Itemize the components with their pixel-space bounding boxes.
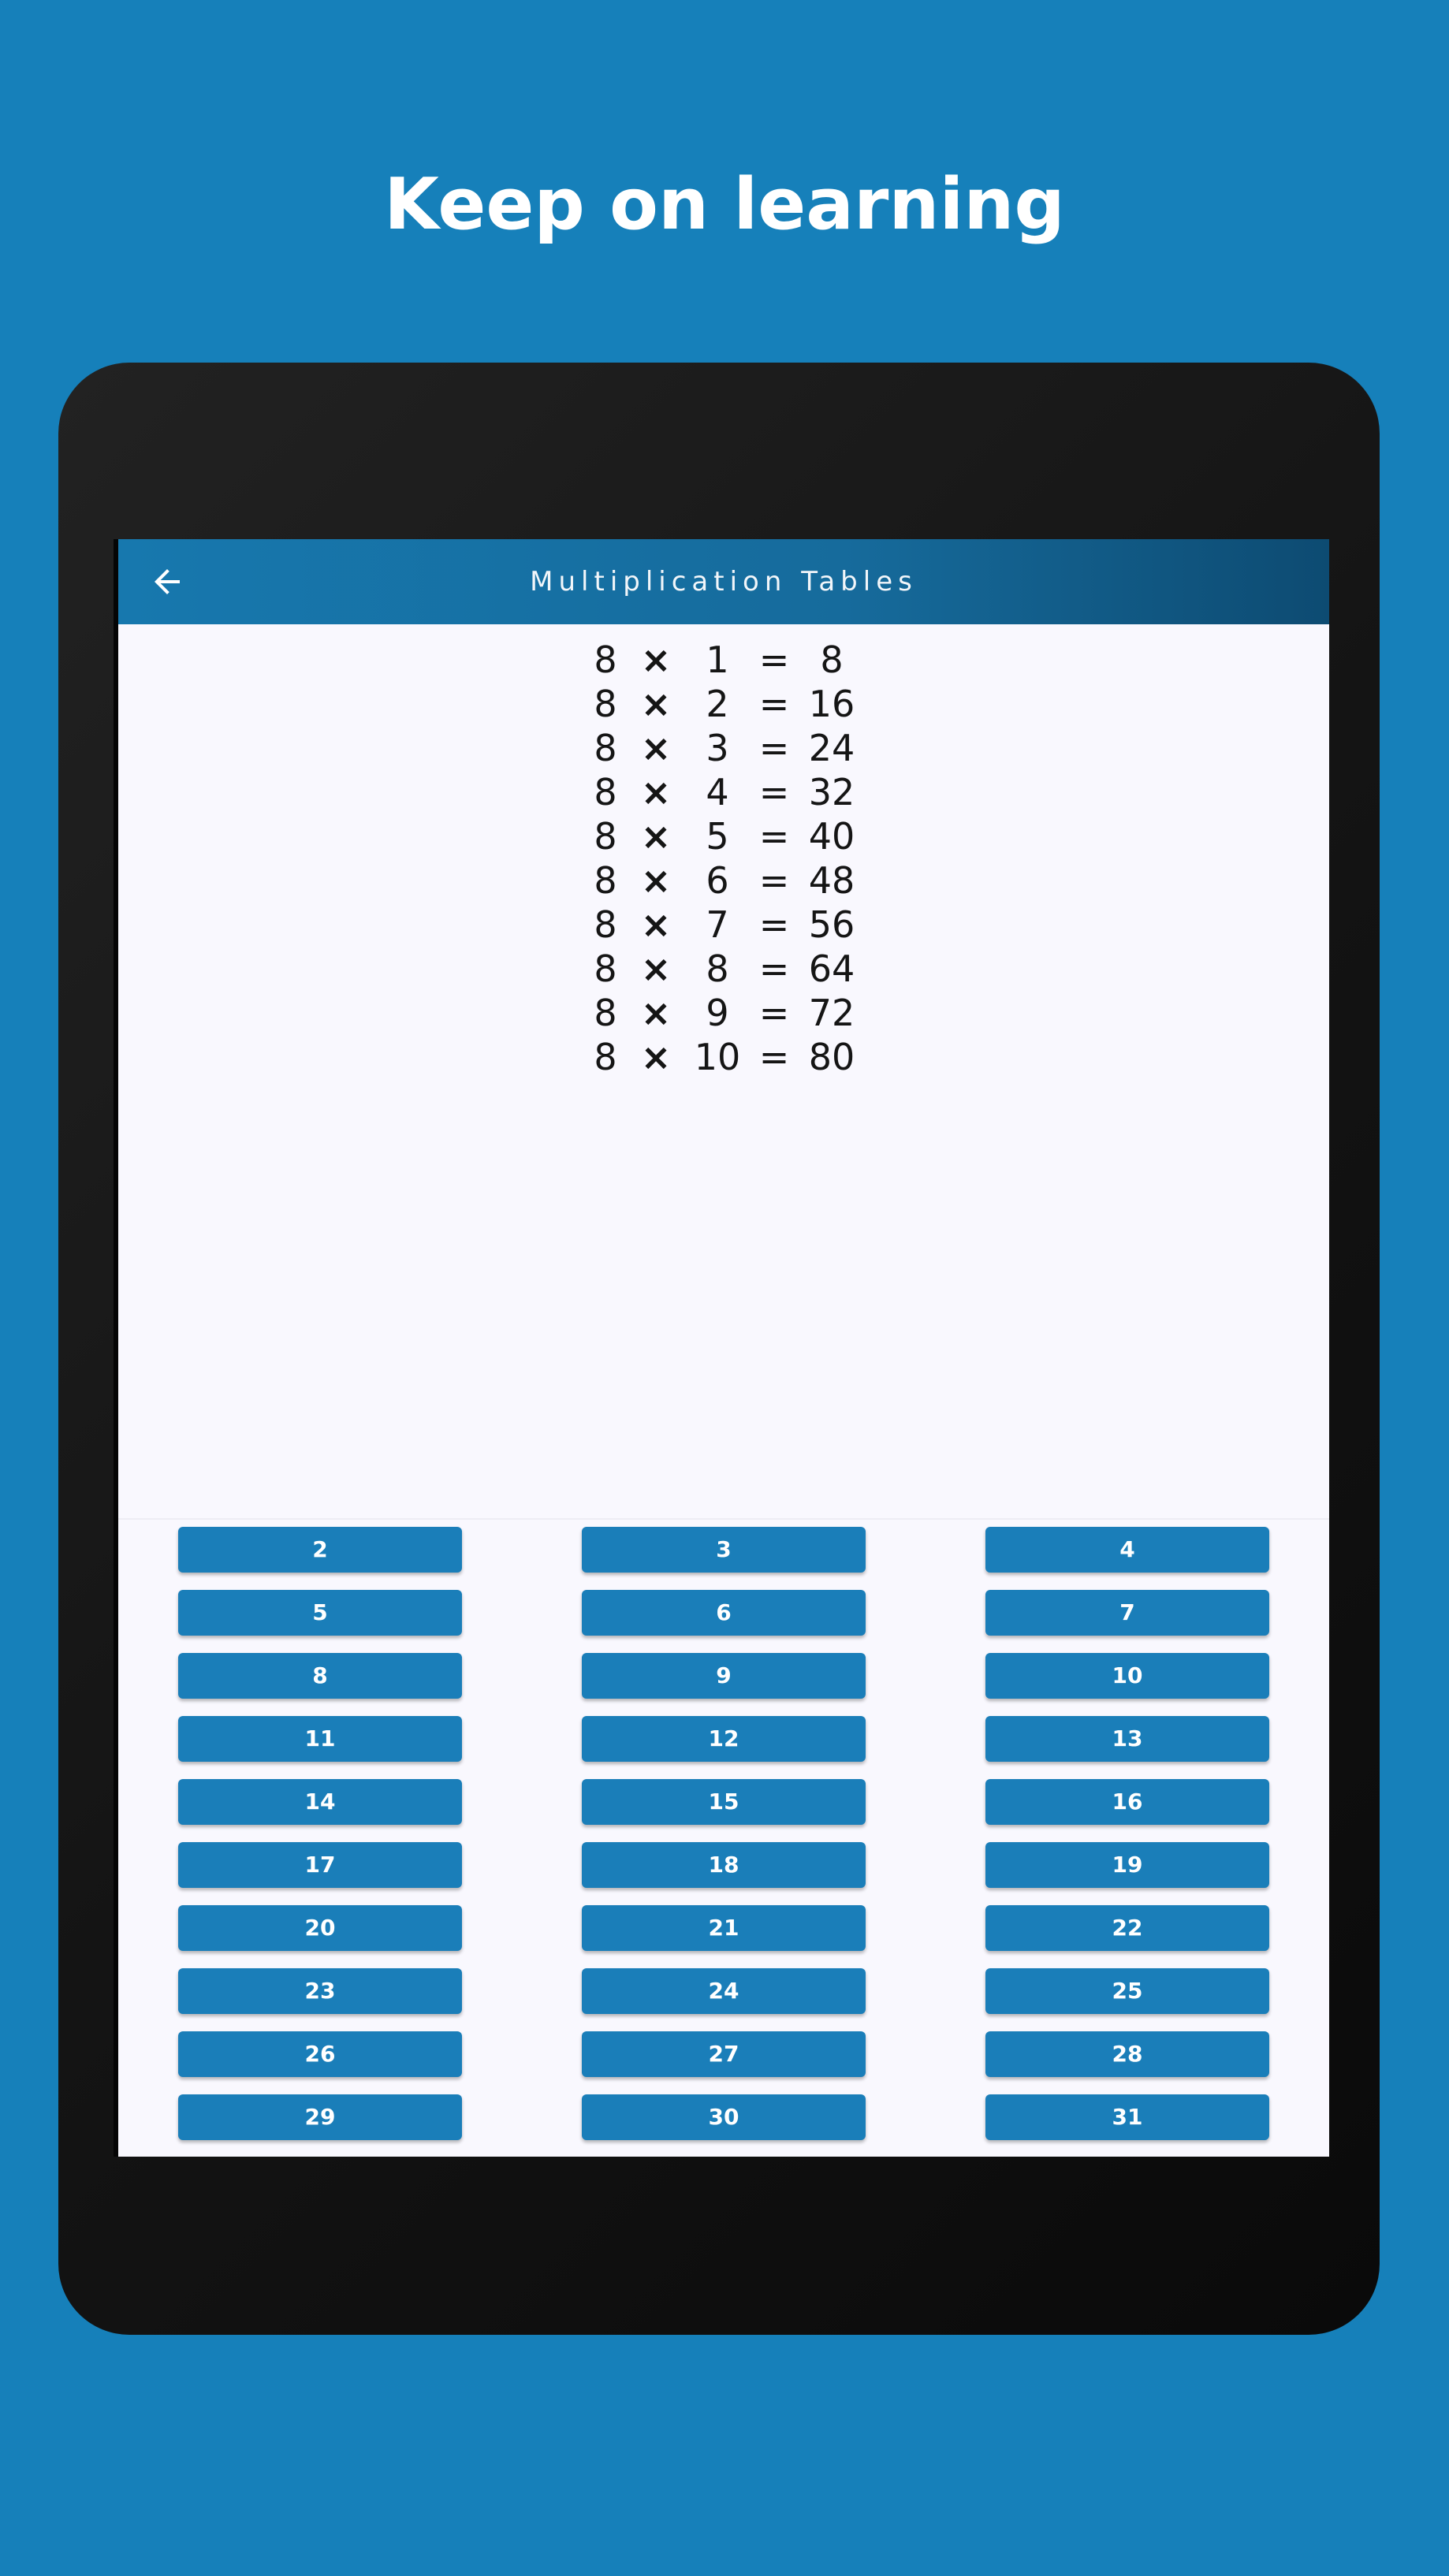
table-row xyxy=(118,947,1329,991)
table-button[interactable]: 9 xyxy=(582,1653,866,1699)
table-button[interactable]: 16 xyxy=(985,1779,1269,1825)
product: 48 xyxy=(808,859,855,902)
product: 80 xyxy=(808,1036,855,1078)
product: 32 xyxy=(808,771,855,813)
table-row xyxy=(118,903,1329,947)
multiplicand: 8 xyxy=(594,903,617,946)
headline: Keep on learning xyxy=(384,163,1065,246)
multiplier: 2 xyxy=(706,683,729,725)
table-row xyxy=(118,858,1329,903)
multiplicand: 8 xyxy=(594,992,617,1034)
equals-sign: = xyxy=(758,727,790,769)
times-sign: × xyxy=(640,859,672,902)
table-button[interactable]: 4 xyxy=(985,1527,1269,1573)
table-button[interactable]: 7 xyxy=(985,1590,1269,1636)
table-button[interactable]: 28 xyxy=(985,2031,1269,2077)
table-row xyxy=(118,1035,1329,1079)
multiplicand: 8 xyxy=(594,947,617,990)
multiplicand: 8 xyxy=(594,815,617,858)
product: 56 xyxy=(808,903,855,946)
table-button[interactable]: 29 xyxy=(178,2094,462,2140)
multiplier: 3 xyxy=(706,727,729,769)
table-button[interactable]: 22 xyxy=(985,1905,1269,1951)
table-row xyxy=(118,638,1329,682)
equals-sign: = xyxy=(758,992,790,1034)
times-sign: × xyxy=(640,903,672,946)
product: 16 xyxy=(808,683,855,725)
table-row xyxy=(118,726,1329,770)
multiplier: 1 xyxy=(706,638,729,681)
divider xyxy=(118,1518,1329,1520)
table-button[interactable]: 25 xyxy=(985,1968,1269,2014)
multiplicand: 8 xyxy=(594,859,617,902)
table-row xyxy=(118,814,1329,858)
times-sign: × xyxy=(640,1036,672,1078)
table-row xyxy=(118,770,1329,814)
equals-sign: = xyxy=(758,903,790,946)
equals-sign: = xyxy=(758,638,790,681)
equals-sign: = xyxy=(758,683,790,725)
multiplier: 7 xyxy=(706,903,729,946)
table-row xyxy=(118,682,1329,726)
table-row xyxy=(118,991,1329,1035)
table-button[interactable]: 11 xyxy=(178,1716,462,1762)
app-bar xyxy=(118,539,1329,624)
times-sign: × xyxy=(640,727,672,769)
multiplier: 6 xyxy=(706,859,729,902)
table-button[interactable]: 8 xyxy=(178,1653,462,1699)
times-sign: × xyxy=(640,992,672,1034)
table-button[interactable]: 30 xyxy=(582,2094,866,2140)
multiplicand: 8 xyxy=(594,683,617,725)
times-sign: × xyxy=(640,815,672,858)
table-button[interactable]: 5 xyxy=(178,1590,462,1636)
product: 8 xyxy=(820,638,844,681)
app-bar-title: Multiplication Tables xyxy=(530,566,918,597)
table-button[interactable]: 19 xyxy=(985,1842,1269,1888)
table-button[interactable]: 18 xyxy=(582,1842,866,1888)
table-button[interactable]: 15 xyxy=(582,1779,866,1825)
equals-sign: = xyxy=(758,859,790,902)
table-button[interactable]: 24 xyxy=(582,1968,866,2014)
multiplier: 9 xyxy=(706,992,729,1034)
multiplicand: 8 xyxy=(594,771,617,813)
app-screen xyxy=(118,539,1329,2157)
table-button[interactable]: 17 xyxy=(178,1842,462,1888)
table-button[interactable]: 26 xyxy=(178,2031,462,2077)
table-button[interactable]: 23 xyxy=(178,1968,462,2014)
multiplicand: 8 xyxy=(594,638,617,681)
product: 72 xyxy=(808,992,855,1034)
table-button[interactable]: 12 xyxy=(582,1716,866,1762)
table-button[interactable]: 13 xyxy=(985,1716,1269,1762)
equals-sign: = xyxy=(758,1036,790,1078)
multiplier: 5 xyxy=(706,815,729,858)
product: 24 xyxy=(808,727,855,769)
table-button[interactable]: 3 xyxy=(582,1527,866,1573)
multiplier: 8 xyxy=(706,947,729,990)
equals-sign: = xyxy=(758,815,790,858)
multiplicand: 8 xyxy=(594,727,617,769)
multiplication-table xyxy=(118,624,1329,1271)
table-button[interactable]: 31 xyxy=(985,2094,1269,2140)
times-sign: × xyxy=(640,947,672,990)
multiplier: 4 xyxy=(706,771,729,813)
equals-sign: = xyxy=(758,771,790,813)
product: 40 xyxy=(808,815,855,858)
equals-sign: = xyxy=(758,947,790,990)
times-sign: × xyxy=(640,771,672,813)
table-button[interactable]: 21 xyxy=(582,1905,866,1951)
table-button[interactable]: 6 xyxy=(582,1590,866,1636)
arrow-left-icon[interactable] xyxy=(148,563,186,601)
product: 64 xyxy=(808,947,855,990)
multiplier: 10 xyxy=(694,1036,741,1078)
table-button[interactable]: 14 xyxy=(178,1779,462,1825)
times-sign: × xyxy=(640,683,672,725)
table-button[interactable]: 27 xyxy=(582,2031,866,2077)
table-button[interactable]: 10 xyxy=(985,1653,1269,1699)
table-button[interactable]: 2 xyxy=(178,1527,462,1573)
multiplicand: 8 xyxy=(594,1036,617,1078)
times-sign: × xyxy=(640,638,672,681)
table-button[interactable]: 20 xyxy=(178,1905,462,1951)
